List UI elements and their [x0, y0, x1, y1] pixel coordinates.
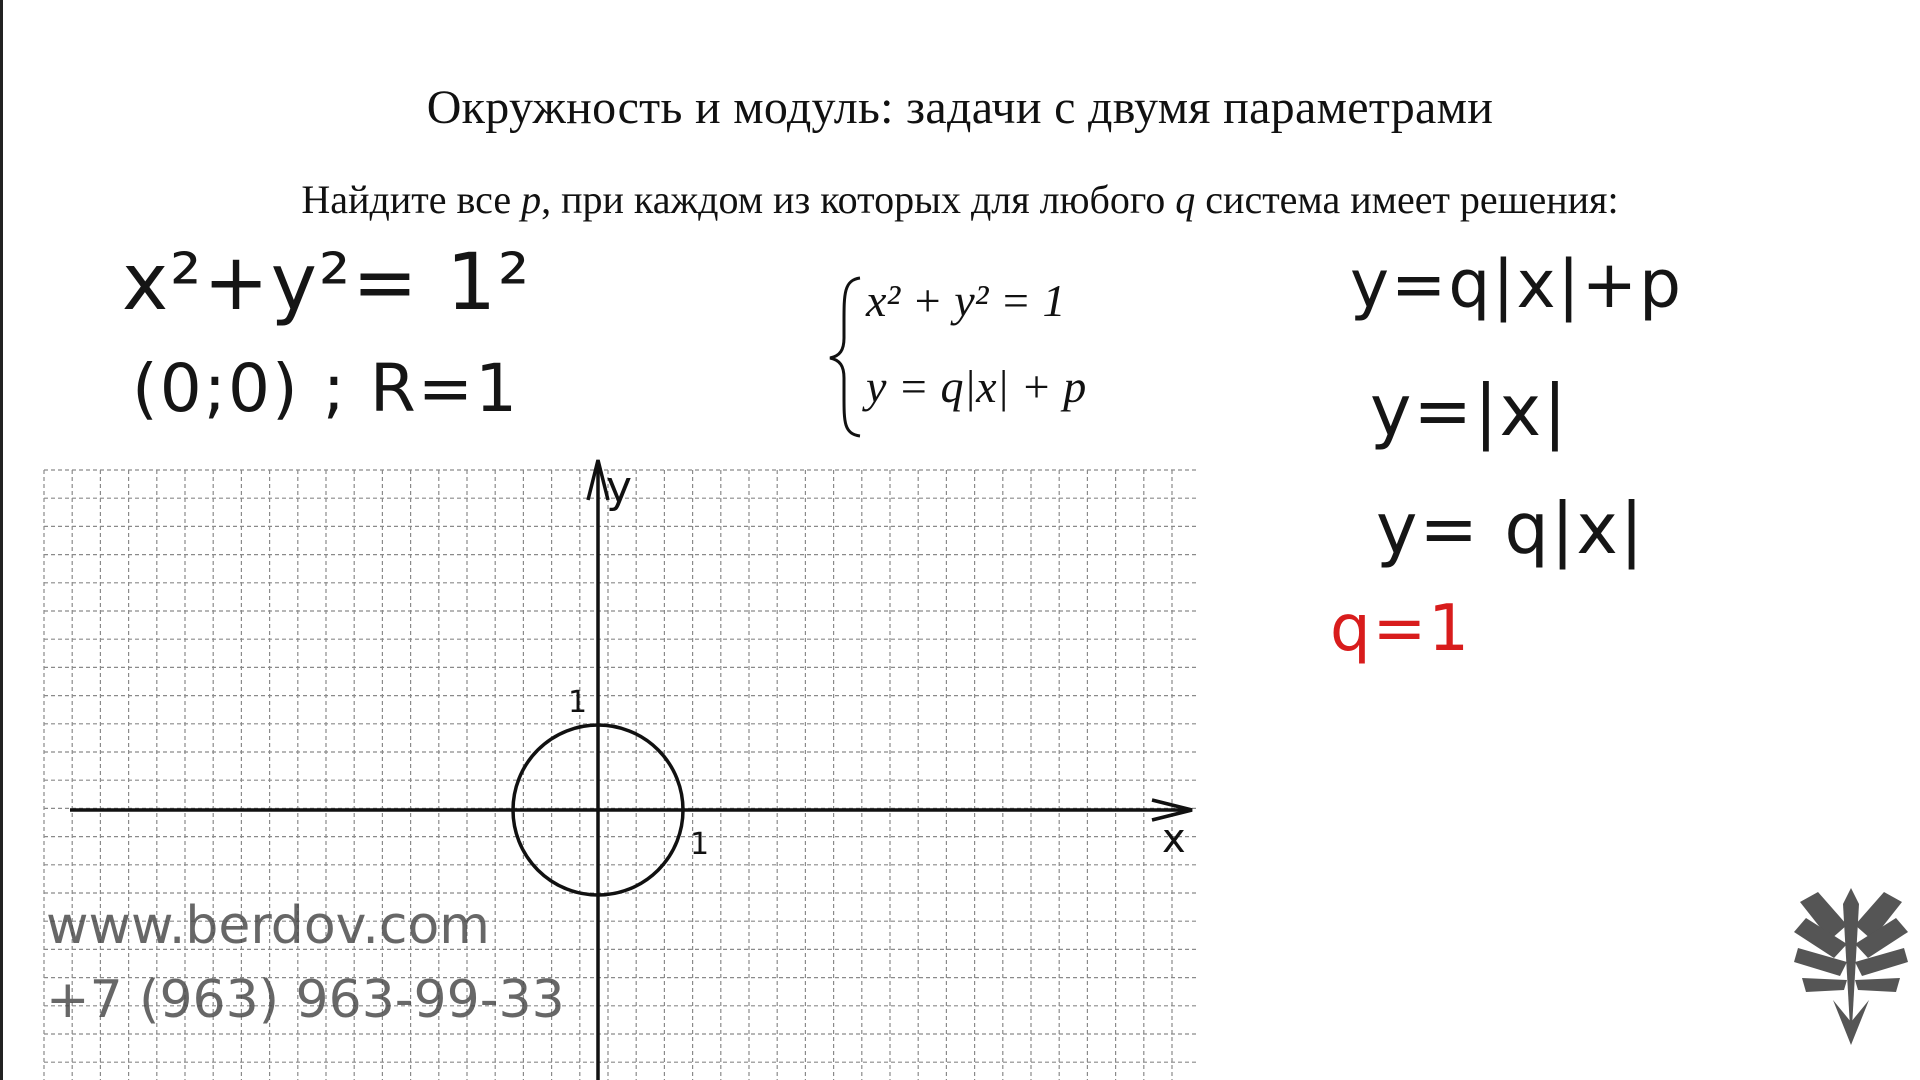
y-axis	[588, 460, 608, 1080]
hand-q-equals-1: q=1	[1330, 592, 1471, 666]
watermark-phone: +7 (963) 963-99-33	[46, 970, 565, 1030]
hand-equation-abs: y=|x|	[1370, 370, 1569, 452]
system-equation-1: x² + y² = 1	[866, 275, 1066, 326]
param-p: p	[521, 177, 542, 222]
tick-label-y-1: 1	[568, 685, 588, 720]
problem-text-1: Найдите все	[301, 177, 522, 222]
y-axis-label: y	[606, 462, 633, 513]
x-axis	[70, 800, 1192, 820]
phoenix-logo-icon	[1794, 888, 1908, 1045]
hand-equation-q-abs: y= q|x|	[1376, 488, 1646, 570]
hand-equation-circle: x²+y²= 1²	[122, 238, 532, 328]
system-equation-2: y = q|x| + p	[866, 361, 1087, 412]
x-axis-label: x	[1162, 816, 1186, 862]
param-q: q	[1175, 177, 1196, 222]
problem-text-3: система имеет решения:	[1195, 177, 1619, 222]
page-title: Окружность и модуль: задачи с двумя параметрами	[426, 81, 1494, 134]
problem-text-2: , при каждом из которых для любого	[541, 177, 1176, 222]
watermark-site: www.berdov.com	[46, 896, 490, 956]
hand-center-radius: (0;0) ; R=1	[132, 350, 520, 427]
hand-equation-general: y=q|x|+p	[1350, 246, 1683, 323]
tick-label-x-1: 1	[690, 827, 710, 862]
